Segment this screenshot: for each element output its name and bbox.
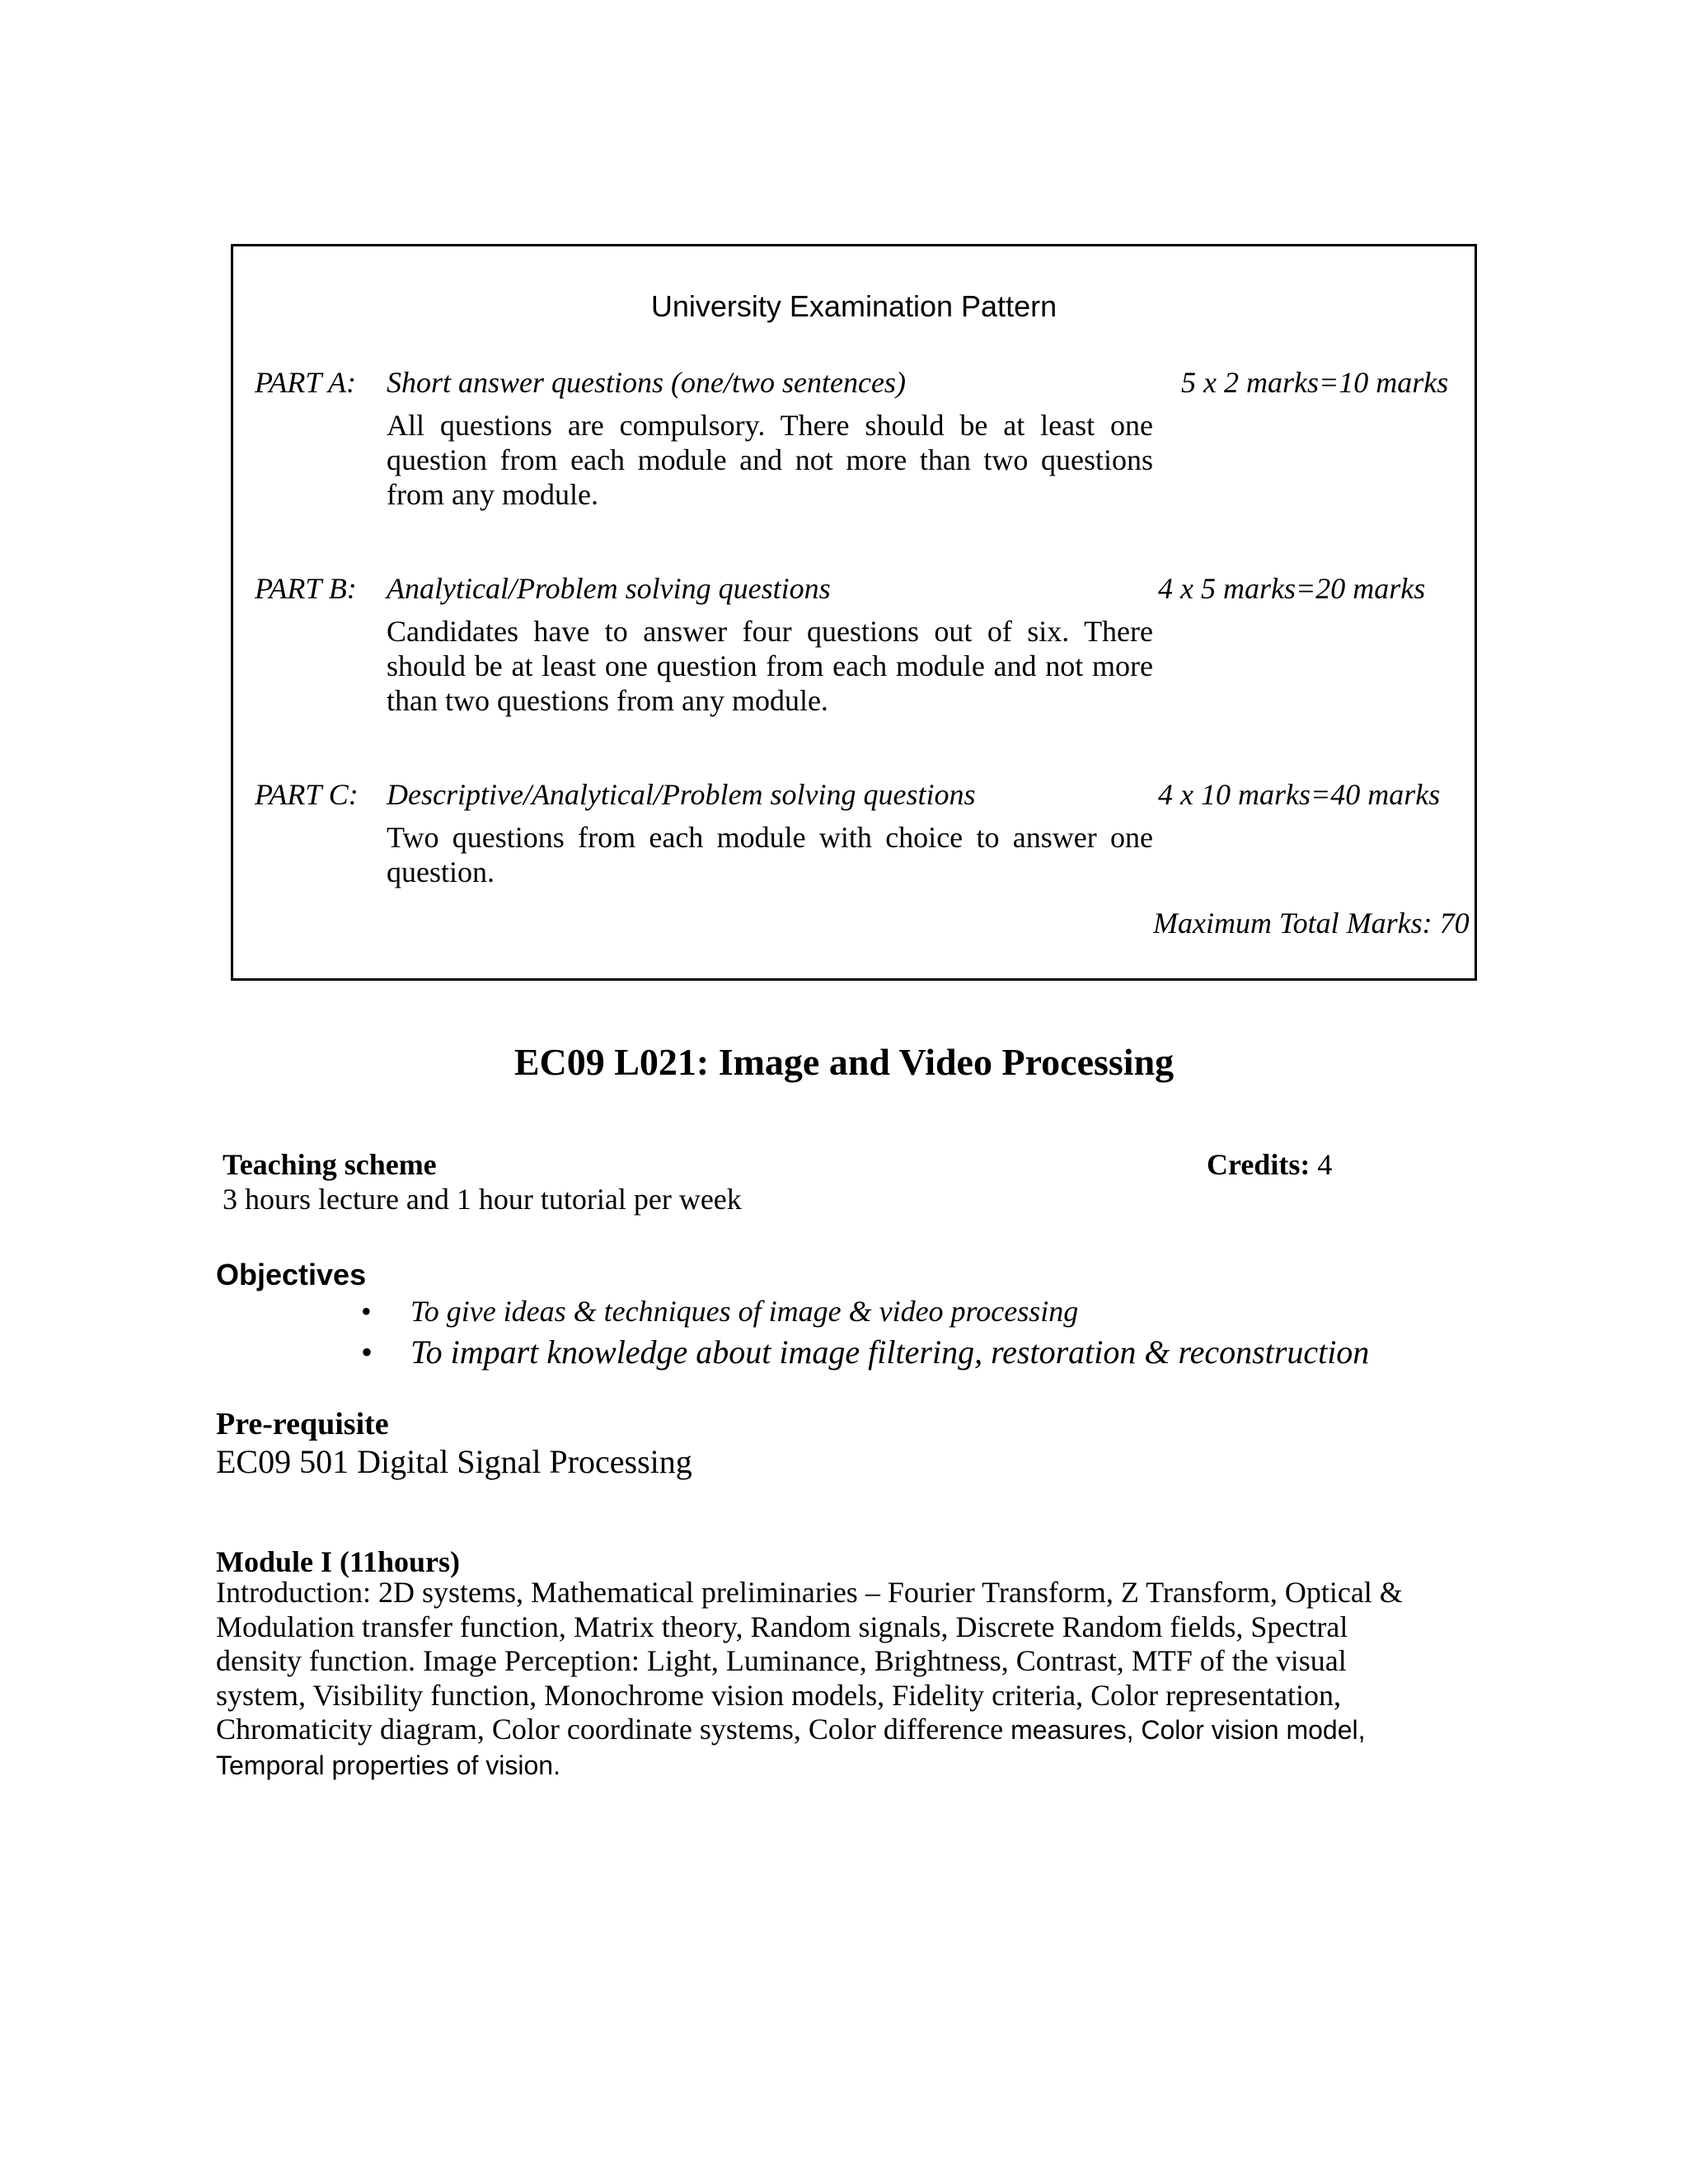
- part-c-marks: 4 x 10 marks=40 marks: [1158, 778, 1441, 811]
- module-1-text: Introduction: 2D systems, Mathematical preliminaries – Fourier Transform, Z Transform, Optical & Modulation transfer function, Matrix theory, Random signals, Discrete Random fields, Spectral density function. Image Perception: Light, Luminance, Brightness, Contrast, MTF of the visual system, Visibility function, Monochrome vision models, Fidelity criteria, Color representation, Chromaticity diagram, Color coordinate systems, Color difference: [216, 1576, 1403, 1746]
- teaching-scheme-value: 3 hours lecture and 1 hour tutorial per week: [223, 1183, 742, 1216]
- part-c-heading: Descriptive/Analytical/Problem solving questions: [387, 778, 976, 811]
- part-b-heading: Analytical/Problem solving questions: [387, 572, 831, 605]
- part-b-description: Candidates have to answer four questions out of six. There should be at least one question from each module and not more than two questions from any module.: [387, 615, 1153, 717]
- objectives-list: [356, 1291, 1369, 1373]
- part-a-marks: 5 x 2 marks=10 marks: [1181, 366, 1449, 399]
- module-1-text-tail: measures, Color vision model, Temporal properties of vision.: [216, 1715, 1366, 1780]
- part-a-description: All questions are compulsory. There should be at least one question from each module and not more than two questions from any module.: [387, 409, 1153, 511]
- part-b-label: PART B:: [255, 572, 357, 605]
- part-a-label: PART A:: [255, 366, 357, 399]
- credits-label: Credits:: [1207, 1148, 1311, 1181]
- part-c-label: PART C:: [255, 778, 359, 811]
- module-1-content: [216, 1576, 1419, 1783]
- part-c-description: Two questions from each module with choice to answer one question.: [387, 821, 1153, 888]
- part-a-heading: Short answer questions (one/two sentences): [387, 366, 906, 399]
- exam-pattern-box: [231, 244, 1477, 981]
- teaching-scheme-label: Teaching scheme: [223, 1148, 437, 1181]
- objective-text: To impart knowledge about image filtering, restoration & reconstruction: [410, 1333, 1370, 1371]
- credits-value: 4: [1317, 1148, 1333, 1181]
- maximum-total-marks: Maximum Total Marks: 70: [1153, 907, 1470, 940]
- objective-item: [356, 1332, 1369, 1373]
- exam-pattern-title: University Examination Pattern: [650, 289, 1057, 323]
- part-b-marks: 4 x 5 marks=20 marks: [1158, 572, 1426, 605]
- course-title: EC09 L021: Image and Video Processing: [513, 1041, 1175, 1083]
- module-1-heading: Module I (11hours): [216, 1545, 461, 1578]
- prerequisite-value: EC09 501 Digital Signal Processing: [216, 1443, 692, 1480]
- bullet-icon: •: [361, 1333, 373, 1371]
- objectives-heading: Objectives: [216, 1258, 367, 1291]
- credits: [1207, 1147, 1332, 1182]
- objective-item: [356, 1291, 1369, 1332]
- objective-text: To give ideas & techniques of image & video processing: [410, 1295, 1079, 1328]
- bullet-icon: •: [361, 1295, 372, 1328]
- prerequisite-heading: Pre-requisite: [216, 1407, 389, 1441]
